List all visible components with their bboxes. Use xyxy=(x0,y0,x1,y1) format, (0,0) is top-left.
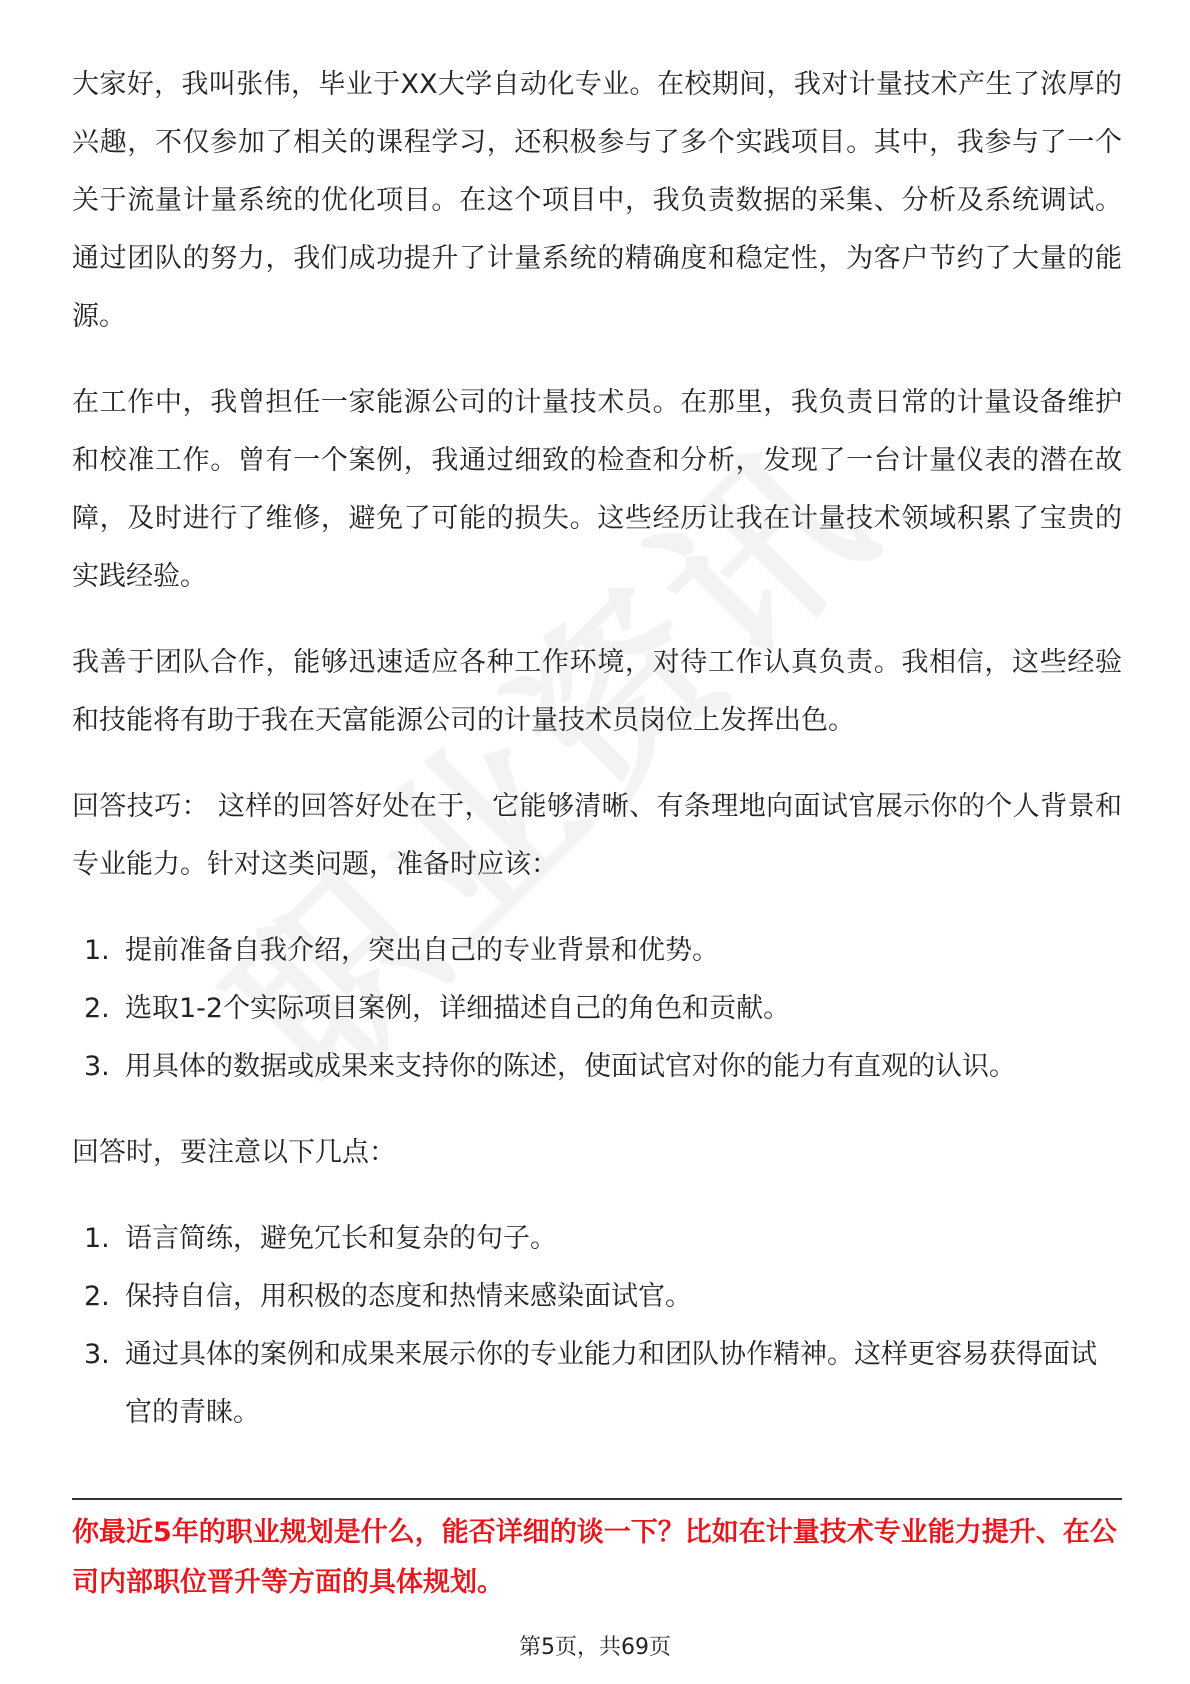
list-number: 1. xyxy=(84,935,110,966)
list-number: 3. xyxy=(84,1051,110,1082)
intro-paragraph: 大家好，我叫张伟，毕业于XX大学自动化专业。在校期间，我对计量技术产生了浓厚的兴趣，不仅参加了相关的课程学习，还积极参与了多个实践项目。其中，我参与了一个关于流量计量系统的优化项目。在这个项目中，我负责数据的采集、分析及系统调试。通过团队的努力，我们成功提升了计量系统的精确度和稳定性，为客户节约了大量的能源。 xyxy=(72,69,1122,332)
list-item-text: 保持自信，用积极的态度和热情来感染面试官。 xyxy=(125,1281,692,1312)
work-experience-paragraph: 在工作中，我曾担任一家能源公司的计量技术员。在那里，我负责日常的计量设备维护和校准工作。曾有一个案例，我通过细致的检查和分析，发现了一台计量仪表的潜在故障，及时进行了维修，避免了可能的损失。这些经历让我在计量技术领域积累了宝贵的实践经验。 xyxy=(72,387,1122,592)
list-number: 2. xyxy=(84,993,110,1024)
list-item-text: 提前准备自我介绍，突出自己的专业背景和优势。 xyxy=(125,935,719,966)
list-item-text: 用具体的数据或成果来支持你的陈述，使面试官对你的能力有直观的认识。 xyxy=(125,1051,1016,1082)
list-item xyxy=(72,1038,1122,1096)
notes-list xyxy=(72,1210,1122,1442)
list-number: 2. xyxy=(84,1281,110,1312)
list-item xyxy=(72,980,1122,1038)
teamwork-paragraph: 我善于团队合作，能够迅速适应各种工作环境，对待工作认真负责。我相信，这些经验和技能将有助于我在天富能源公司的计量技术员岗位上发挥出色。 xyxy=(72,647,1122,736)
list-item xyxy=(72,1210,1122,1268)
list-item xyxy=(72,1326,1122,1442)
answer-notes-paragraph: 回答时，要注意以下几点： xyxy=(72,1137,396,1168)
preparation-list xyxy=(72,922,1122,1096)
list-item-text: 语言简练，避免冗长和复杂的句子。 xyxy=(125,1223,557,1254)
list-item-text: 通过具体的案例和成果来展示你的专业能力和团队协作精神。这样更容易获得面试官的青睐。 xyxy=(125,1339,1097,1428)
next-question: 你最近5年的职业规划是什么，能否详细的谈一下？比如在计量技术专业能力提升、在公司内部职位晋升等方面的具体规划。 xyxy=(72,1517,1117,1598)
page-content xyxy=(72,56,1122,1442)
list-number: 3. xyxy=(84,1339,110,1370)
list-item xyxy=(72,922,1122,980)
section-divider xyxy=(72,1498,1122,1500)
page-number: 第5页，共69页 xyxy=(519,1635,671,1660)
list-number: 1. xyxy=(84,1223,110,1254)
list-item-text: 选取1-2个实际项目案例，详细描述自己的角色和贡献。 xyxy=(125,993,791,1024)
answer-tips-paragraph: 回答技巧： 这样的回答好处在于，它能够清晰、有条理地向面试官展示你的个人背景和专业能力。针对这类问题，准备时应该： xyxy=(72,791,1122,880)
list-item xyxy=(72,1268,1122,1326)
